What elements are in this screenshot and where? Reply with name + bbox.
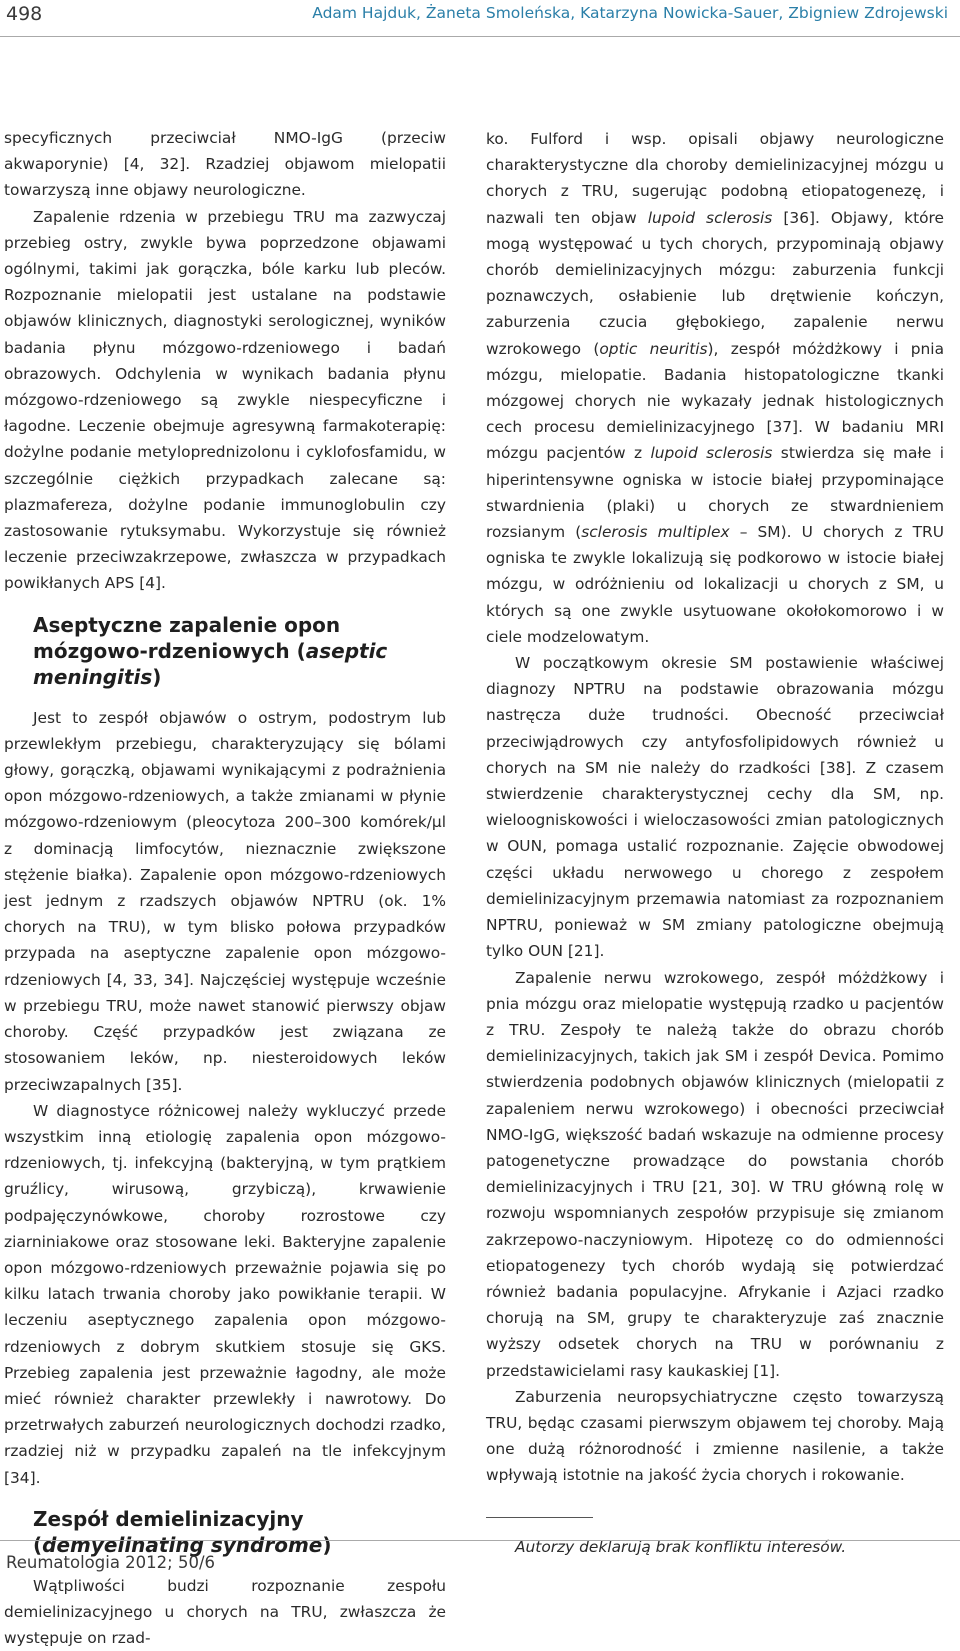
- section-heading-aseptic-meningitis: [33, 612, 446, 690]
- running-head-authors: Adam Hajduk, Żaneta Smoleńska, Katarzyna Nowicka-Sauer, Zbigniew Zdrojewski: [312, 4, 948, 22]
- paragraph: Wątpliwości budzi rozpoznanie zespołu demielinizacyjnego u chorych na TRU, zwłaszcza że występuje on rzad-: [4, 1576, 446, 1648]
- italic-term: sclerosis multiplex: [581, 523, 730, 542]
- heading-text: Aseptyczne zapalenie opon mózgowo-rdzeniowych (: [33, 612, 341, 663]
- paragraph: W początkowym okresie SM postawienie właściwej diagnozy NPTRU na podstawie obrazowania mózgu nastręcza duże trudności. Obecność przeciwciał przeciwjądrowych czy antyfosfolipidowych również u chorych na SM nie należy do rzadkości [38]. Z czasem stwierdzenie charakterystycznej cechy dla SM, np. wieloogniskowości i wieloczasowości zmian patologicznych w OUN, pomaga ustalić rozpoznanie. Zajęcie obwodowej części układu nerwowego u chorego z zespołem demielinizacyjnym przemawia natomiast za rozpoznaniem NPTRU, ponieważ w SM zmiany patologiczne obejmują tylko OUN [21].: [486, 654, 944, 961]
- heading-text: ): [152, 664, 162, 689]
- italic-term: lupoid sclerosis: [647, 208, 773, 227]
- text-run: [36]. Objawy, które mogą występować u tych chorych, przypominają objawy chorób demielinizacyjnych mózgu: zaburzenia funkcji poznawczych, osłabienie lub drętwienie kończyn, zaburzenia czucia głębokiego, zapalenie nerwu wzrokowego (: [486, 208, 944, 358]
- paragraph: W diagnostyce różnicowej należy wykluczyć przede wszystkim inną etiologię zapalenia opon mózgowo-rdzeniowych, tj. infekcyjną (bakteryjną, w tym prątkiem gruźlicy, wirusową, grzybiczą), krwawienie podpajęczynówkowe, choroby rozrostowe czy ziarniniakowe oraz stosowane leki. Bakteryjne zapalenie opon mózgowo-rdzeniowych przeważnie pojawia się po kilku latach trwania choroby jako powikłanie terapii. W leczeniu aseptycznego zapalenia opon mózgowo-rdzeniowych z dobrym skutkiem stosuje się GKS. Przebieg zapalenia jest przeważnie łagodny, ale może mieć również charakter przewlekły i nawrotowy. Do przetrwałych zaburzeń neurologicznych dochodzi rzadko, rzadziej niż w przypadku zapaleń na tle infekcyjnym [34].: [4, 1101, 446, 1487]
- paragraph: Zapalenie nerwu wzrokowego, zespół móżdżkowy i pnia mózgu oraz mielopatie występują rzadko u pacjentów z TRU. Zespoły te należą także do obrazu chorób demielinizacyjnych, takich jak SM i zespół Devica. Pomimo stwierdzenia podobnych objawów klinicznych (mielopatii z zapaleniem nerwu wzrokowego) i obecności przeciwciał NMO-IgG, większość badań wskazuje na odmienne procesy patogenetyczne prowadzące do powstania chorób demielinizacyjnych i TRU [21, 30]. W TRU główną rolę w rozwoju wspomnianych zespołów przypisuje się zmianom zakrzepowo-naczyniowym. Hipotezę co do odmienności etiopatogenezy tych chorób wydają się potwierdzać również badania populacyjne. Afrykanie i Azjaci rzadko chorują na SM, grupy te charakteryzuje zaś znacznie wyższy odsetek chorych na TRU w porównaniu z przedstawicielami rasy kaukaskiej [1].: [486, 968, 944, 1380]
- page-number: 498: [6, 3, 43, 25]
- heading-text: ): [322, 1532, 332, 1557]
- conflict-of-interest-declaration: Autorzy deklarują brak konfliktu interesów.: [515, 1537, 847, 1556]
- paragraph: Zapalenie rdzenia w przebiegu TRU ma zazwyczaj przebieg ostry, zwykle bywa poprzedzone objawami ogólnymi, takimi jak gorączka, bóle karku lub pleców. Rozpoznanie mielopatii jest ustalane na podstawie objawów klinicznych, diagnostyki serologicznej, wyników badania płynu mózgowo-rdzeniowego i badań obrazowych. Odchylenia w wynikach badania płynu mózgowo-rdzeniowego są zwykle niespecyficzne i łagodne. Leczenie obejmuje agresywną farmakoterapię: dożylne podanie metyloprednizolonu i cyklofosfamidu, w szczególnie ciężkich przypadkach zalecane są: plazmafereza, dożylne podanie immunoglobulin czy zastosowanie rytuksymabu. Wykorzystuje się również leczenie przeciwzakrzepowe, zwłaszcza w przypadkach powikłanych APS [4].: [4, 207, 446, 593]
- text-run: – SM). U chorych z TRU ogniska te zwykle lokalizują się podkorowo w istocie białej mózgu, w odróżnieniu od lokalizacji u chorych z SM, u których są one zwykle usytuowane okołokomorowo i w ciele modzelowatym.: [486, 523, 944, 646]
- journal-reference: Reumatologia 2012; 50/6: [6, 1553, 216, 1572]
- paragraph: [486, 126, 944, 650]
- paragraph: Zaburzenia neuropsychiatryczne często towarzyszą TRU, będąc czasami pierwszym objawem tej choroby. Mają one dużą różnorodność i zmienne nasilenie, a także wpływają istotnie na jakość życia chorych i rokowanie.: [486, 1387, 944, 1485]
- left-column: [4, 125, 446, 1651]
- italic-term: lupoid sclerosis: [650, 444, 773, 463]
- footnote-divider: [486, 1517, 593, 1518]
- italic-term: optic neuritis: [599, 339, 708, 358]
- heading-italic-term: demyelinating syndrome: [42, 1532, 323, 1557]
- text-run: ), zespół móżdżkowy i pnia mózgu, mielopatie. Badania histopatologiczne tkanki mózgowej chorych nie wykazały jednak histologicznych cech procesu demielinizacyjnego [37]. W badaniu MRI mózgu pacjentów z: [486, 339, 944, 463]
- section-heading-demyelinating-syndrome: [33, 1506, 446, 1558]
- heading-italic-term: aseptic meningitis: [33, 638, 388, 689]
- text-run: stwierdza się małe i hiperintensywne ogniska w istocie białej przypominające stwardnienia (plaki) u chorych ze stwardnieniem rozsianym (: [486, 444, 944, 542]
- heading-text: (: [33, 1532, 43, 1557]
- text-run: ko. Fulford i wsp. opisali objawy neurologiczne charakterystyczne dla choroby demielinizacyjnej mózgu u chorych z TRU, sugerując podobną etiopatogenezę, i nazwali ten objaw: [486, 130, 944, 227]
- right-column: [486, 126, 944, 1560]
- footer-divider: [0, 1540, 960, 1541]
- header-divider: [0, 36, 960, 37]
- heading-text: Zespół demielinizacyjny: [33, 1506, 304, 1531]
- paragraph: Jest to zespół objawów o ostrym, podostrym lub przewlekłym przebiegu, charakteryzujący się bólami głowy, gorączką, objawami wynikającymi z podrażnienia opon mózgowo-rdzeniowych, a także zmianami w płynie mózgowo-rdzeniowym (pleocytoza 200–300 komórek/μl z dominacją limfocytów, nieznacznie zwiększone stężenie białka). Zapalenie opon mózgowo-rdzeniowych jest jednym z rzadszych objawów NPTRU (ok. 1% chorych na TRU), w tym blisko połowa przypadków przypada na aseptyczne zapalenie opon mózgowo-rdzeniowych [4, 33, 34]. Najczęściej występuje wcześnie w przebiegu TRU, może nawet stanowić pierwszy objaw choroby. Część przypadków jest związana ze stosowaniem leków, np. niesteroidowych leków przeciwzapalnych [35].: [4, 708, 446, 1094]
- paragraph: specyficznych przeciwciał NMO-IgG (przeciw akwaporynie) [4, 32]. Rzadziej objawom mielopatii towarzyszą inne objawy neurologiczne.: [4, 129, 446, 200]
